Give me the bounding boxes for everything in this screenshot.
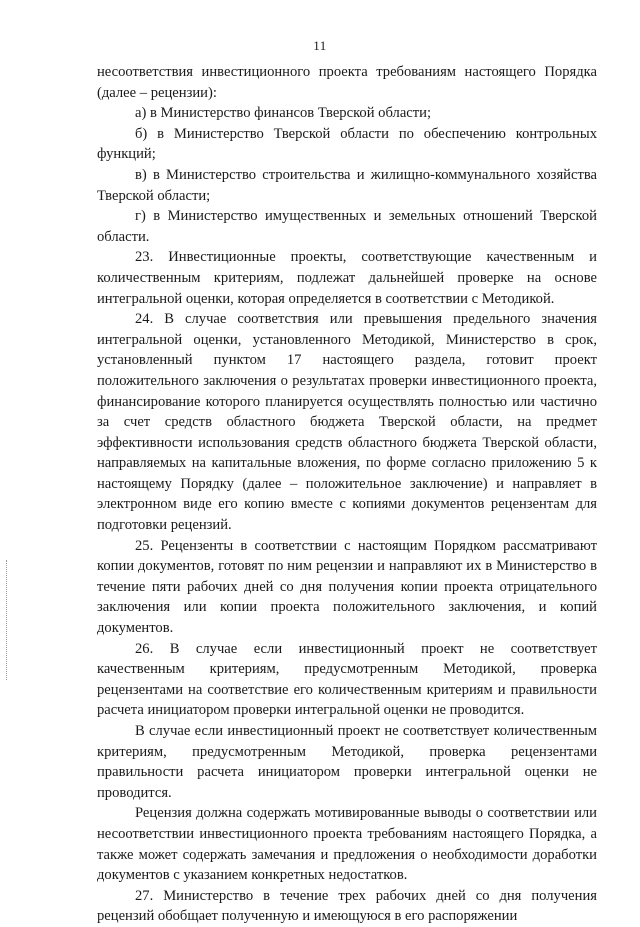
paragraph-26: 26. В случае если инвестиционный проект не соответствует качественным критериям, предусмотренным Методикой, проверка рецензентами на соответствие его количественным критериям и правильности расчета инициатором проверки интегральной оценки не проводится. bbox=[97, 640, 597, 719]
document-body bbox=[97, 62, 597, 927]
page-number: 11 bbox=[313, 38, 327, 53]
paragraph-review-content: Рецензия должна содержать мотивированные выводы о соответствии или несоответствии инвестиционного проекта требованиям настоящего Порядка, а также может содержать замечания и предложения о необходимости доработки документов с указанием конкретных недостатков. bbox=[97, 805, 597, 884]
paragraph-26-quantitative: В случае если инвестиционный проект не соответствует количественным критериям, предусмотренным Методикой, проверка рецензентами правильности расчета инициатором проверки интегральной оценки не проводится. bbox=[97, 723, 597, 801]
paragraph-27: 27. Министерство в течение трех рабочих дней со дня получения рецензий обобщает полученную и имеющуюся в его распоряжении bbox=[97, 887, 597, 925]
list-item-g: г) в Министерство имущественных и земельных отношений Тверской области. bbox=[97, 208, 597, 245]
paragraph-24: 24. В случае соответствия или превышения предельного значения интегральной оценки, установленного Методикой, Министерство в срок, установленный пунктом 17 настоящего раздела, готовит проект положительного заключения о результатах проверки инвестиционного проекта, финансирование которого планируется осуществлять полностью или частично за счет средств областного бюджета Тверской области, на предмет эффективности использования средств областного бюджета Тверской области, направляемых на капитальные вложения, по форме согласно приложению 5 к настоящему Порядку (далее – положительное заключение) и направляет в электронном виде его копию вместе с копиями документов рецензентам для подготовки рецензий. bbox=[97, 311, 597, 534]
scan-margin-marks bbox=[6, 560, 9, 680]
list-item-v: в) в Министерство строительства и жилищно-коммунального хозяйства Тверской области; bbox=[97, 166, 597, 204]
paragraph-25: 25. Рецензенты в соответствии с настоящим Порядком рассматривают копии документов, готовят по ним рецензии и направляют их в Министерство в течение пяти рабочих дней со дня получения копии проекта отрицательного заключения или копии проекта положительного заключения, и копий документов. bbox=[97, 537, 597, 637]
list-item-a: а) в Министерство финансов Тверской области; bbox=[135, 105, 432, 122]
list-item-b: б) в Министерство Тверской области по обеспечению контрольных функций; bbox=[97, 125, 597, 163]
paragraph-23: 23. Инвестиционные проекты, соответствующие качественным и количественным критериям, подлежат дальнейшей проверке на основе интегральной оценки, которая определяется в соответствии с Методикой. bbox=[97, 249, 597, 307]
paragraph-continuation: несоответствия инвестиционного проекта требованиям настоящего Порядка (далее – рецензии): bbox=[97, 64, 597, 101]
